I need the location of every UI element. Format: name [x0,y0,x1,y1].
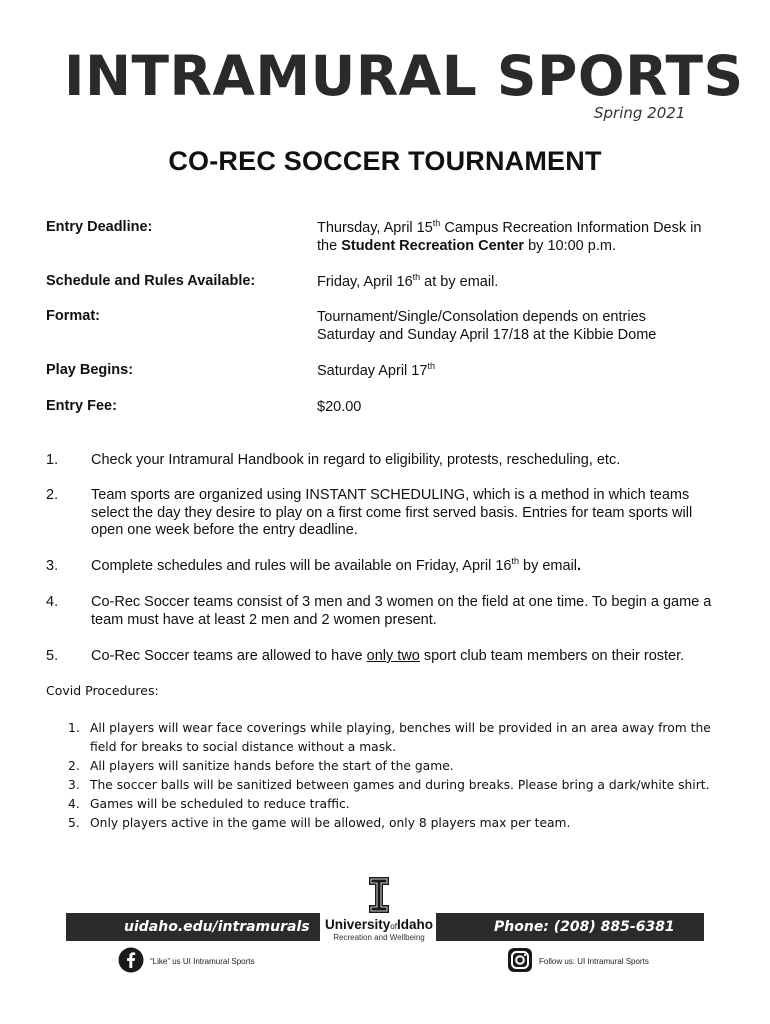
entry-deadline-value [317,219,717,255]
play-begins-value [317,362,717,380]
entry-deadline-label: Entry Deadline: [46,219,153,235]
rule-text-underlined: only two [366,648,420,664]
masthead [64,44,744,122]
rule-text: Check your Intramural Handbook in regard to eligibility, protests, rescheduling, etc. [91,452,621,468]
format-value [317,308,717,344]
website-banner[interactable]: uidaho.edu/intramurals [66,913,320,941]
phone-banner: Phone: (208) 885-6381 [436,913,704,941]
play-begins-date: Saturday April 17 [317,363,428,379]
covid-item [68,719,718,757]
rule-number: 3. [46,558,59,574]
university-name-of: of [390,922,397,931]
covid-item [68,814,718,833]
rule-text-end: by email [518,558,578,574]
university-name [322,917,436,932]
rule-text [91,648,721,666]
page-title: INTRAMURAL SPORTS [64,44,744,108]
schedule-date: Friday, April 16 [317,274,413,290]
entry-fee-value: $20.00 [317,399,362,415]
format-line-2: Saturday and Sunday April 17/18 at the Kibbie Dome [317,327,657,343]
rule-number: 4. [46,594,59,610]
rule-text: Team sports are organized using INSTANT SCHEDULING, which is a method in which teams select the day they desire to play on a first come first served basis. Entries for team sports will open one week before the entry deadline. [91,487,693,538]
entry-fee-label: Entry Fee: [46,398,117,414]
covid-item-number: 3. [68,778,80,792]
play-begins-sup: th [427,361,435,372]
university-name-part: University [325,917,391,932]
block-i-icon [368,876,390,914]
event-title: CO-REC SOCCER TOURNAMENT [168,146,602,176]
entry-deadline-location: Campus Recreation Information Desk in the [317,220,702,254]
rule-text-main: Complete schedules and rules will be available on Friday, April 16 [91,558,512,574]
rule-text [91,558,721,576]
entry-deadline-date: Thursday, April 15 [317,220,433,236]
rule-text-end: sport club team members on their roster. [419,648,685,664]
entry-deadline-time: by 10:00 p.m. [524,238,616,254]
rule-number: 2. [46,487,59,503]
play-begins-label: Play Begins: [46,362,134,378]
facebook-link[interactable] [118,946,254,976]
covid-item-text: The soccer balls will be sanitized between games and during breaks. Please bring a dark/white shirt. [90,778,710,792]
rule-text-period: . [577,558,582,574]
rule-number: 1. [46,452,59,468]
covid-list [68,719,718,833]
entry-deadline-building: Student Recreation Center [341,238,525,254]
rule-text: Co-Rec Soccer teams consist of 3 men and 3 women on the field at one time. To begin a game a team must have at least 2 men and 2 women present. [91,594,712,628]
covid-item-number: 1. [68,721,80,735]
covid-item-text: Games will be scheduled to reduce traffic. [90,797,350,811]
covid-item [68,795,718,814]
schedule-value [317,273,717,291]
covid-item-number: 5. [68,816,80,830]
university-name-part: Idaho [396,917,433,932]
instagram-link[interactable] [507,946,649,976]
schedule-label: Schedule and Rules Available: [46,273,256,289]
instagram-text: Follow us: UI Intramural Sports [539,956,649,966]
covid-item-text: All players will wear face coverings while playing, benches will be provided in an area away from the field for breaks to social distance without a mask. [90,721,711,754]
entry-deadline-sup: th [432,218,441,229]
covid-item [68,776,718,795]
university-logo [322,876,436,942]
instagram-icon [507,947,533,975]
season-label: Spring 2021 [594,104,686,122]
facebook-text: “Like” us UI Intramural Sports [150,956,255,966]
covid-item-number: 2. [68,759,80,773]
university-department: Recreation and Wellbeing [333,933,425,942]
rule-number: 5. [46,648,59,664]
rule-text-sup: th [511,556,519,567]
format-line-1: Tournament/Single/Consolation depends on entries [317,309,646,325]
rule-text-main: Co-Rec Soccer teams are allowed to have [91,648,367,664]
covid-item-number: 4. [68,797,80,811]
schedule-sup: th [412,272,421,283]
covid-item [68,757,718,776]
covid-item-text: All players will sanitize hands before the start of the game. [90,759,454,773]
covid-item-text: Only players active in the game will be allowed, only 8 players max per team. [90,816,571,830]
covid-heading: Covid Procedures: [46,683,159,698]
facebook-icon [118,947,144,975]
schedule-method: at by email. [420,274,499,290]
format-label: Format: [46,308,100,324]
